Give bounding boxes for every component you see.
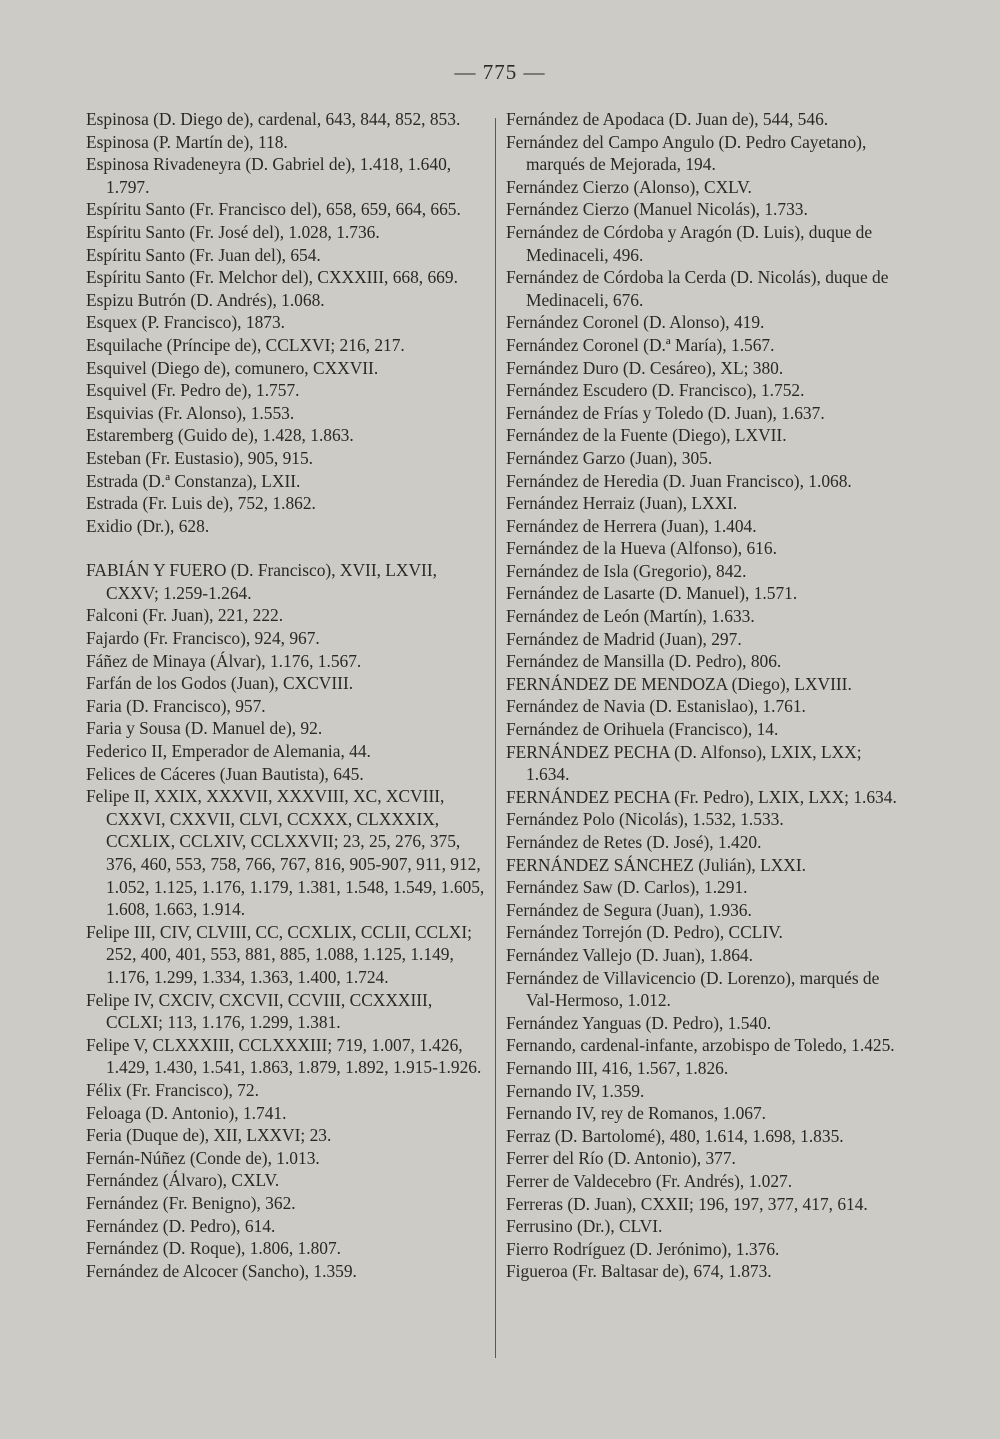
index-entry: Esquivel (Fr. Pedro de), 1.757. [86,380,300,401]
page-number: — 775 — [454,60,546,84]
index-entry: Fáñez de Minaya (Álvar), 1.176, 1.567. [86,650,362,671]
index-entry: Fernández Coronel (D.ª María), 1.567. [506,334,775,355]
index-entry: Felipe V, CLXXXIII, CCLXXXIII; 719, 1.007, 1.426, 1.429, 1.430, 1.541, 1.863, 1.879, 1.892, 1.915-1.926. [86,1034,482,1078]
index-entry: Fernández Torrejón (D. Pedro), CCLIV. [506,922,783,943]
index-entry: Esquilache (Príncipe de), CCLXVI; 216, 217. [86,334,405,355]
index-entry: Fernández de la Hueva (Alfonso), 616. [506,538,777,559]
index-entry: Fajardo (Fr. Francisco), 924, 967. [86,628,320,649]
index-entry: Estaremberg (Guido de), 1.428, 1.863. [86,425,354,446]
index-entry: Ferraz (D. Bartolomé), 480, 1.614, 1.698, 1.835. [506,1125,844,1146]
index-entry: Fernández de Frías y Toledo (D. Juan), 1.637. [506,402,825,423]
index-entry: Fernández de la Fuente (Diego), LXVII. [506,425,787,446]
index-entry: Esteban (Fr. Eustasio), 905, 915. [86,447,314,468]
index-entry: FERNÁNDEZ PECHA (Fr. Pedro), LXIX, LXX; 1.634. [506,786,897,807]
index-entry: Fernández Garzo (Juan), 305. [506,447,713,468]
index-entry: Fernández Vallejo (D. Juan), 1.864. [506,944,753,965]
index-entry: Fernández Coronel (D. Alonso), 419. [506,312,765,333]
index-entry: Fernández Herraiz (Juan), LXXI. [506,493,738,514]
index-entry: Espinosa (D. Diego de), cardenal, 643, 844, 852, 853. [86,109,461,129]
index-entry: Espíritu Santo (Fr. Francisco del), 658, 659, 664, 665. [86,199,461,220]
index-entry: Ferrer de Valdecebro (Fr. Andrés), 1.027. [506,1170,793,1191]
index-entry: Fernández de Apodaca (D. Juan de), 544, 546. [506,109,829,129]
index-entry: FABIÁN Y FUERO (D. Francisco), XVII, LXVII, CXXV; 1.259-1.264. [86,560,437,603]
index-entry: Fernández Yanguas (D. Pedro), 1.540. [506,1012,772,1033]
index-entry: Falconi (Fr. Juan), 221, 222. [86,605,284,626]
index-entry: Feloaga (D. Antonio), 1.741. [86,1102,287,1123]
index-entry: Ferreras (D. Juan), CXXII; 196, 197, 377, 417, 614. [506,1193,868,1214]
index-entry: FERNÁNDEZ PECHA (D. Alfonso), LXIX, LXX; 1.634. [506,741,862,785]
index-entry: Fernández (Fr. Benigno), 362. [86,1192,296,1213]
index-entry: FERNÁNDEZ SÁNCHEZ (Julián), LXXI. [506,854,806,875]
index-entry: Fierro Rodríguez (D. Jerónimo), 1.376. [506,1238,780,1259]
index-entry: Ferrer del Río (D. Antonio), 377. [506,1148,736,1169]
index-entry: Fernández de Córdoba y Aragón (D. Luis), duque de Medinaceli, 496. [506,221,873,265]
index-entry: Fernández Polo (Nicolás), 1.532, 1.533. [506,809,784,830]
index-entry: Félix (Fr. Francisco), 72. [86,1079,259,1100]
index-entry: Fernández de Navia (D. Estanislao), 1.761. [506,696,806,717]
index-entry: Esquivias (Fr. Alonso), 1.553. [86,402,295,423]
index-column-left [86,108,490,1282]
index-entry: Fernández (D. Pedro), 614. [86,1215,276,1236]
index-entry: Fernando, cardenal-infante, arzobispo de Toledo, 1.425. [506,1035,895,1056]
index-entry: Felipe II, XXIX, XXXVII, XXXVIII, XC, XCVIII, CXXVI, CXXVII, CLVI, CCXXX, CLXXXIX, CCXLIX, CCLXIV, CCLXXVII; 23, 25, 276, 375, 376, 460, 553, 758, 766, 767, 816, 905-907, 911, 912, 1.052, 1.125, 1.176, 1.179, 1.381, 1.548, 1.549, 1.605, 1.608, 1.663, 1.914. [86,786,485,920]
index-entry: Fernández (Álvaro), CXLV. [86,1170,280,1191]
index-entry: Felipe III, CIV, CLVIII, CC, CCXLIX, CCLII, CCLXI; 252, 400, 401, 553, 881, 885, 1.088, 1.125, 1.149, 1.176, 1.299, 1.334, 1.363, 1.400, 1.724. [86,921,472,987]
index-entry: Fernández de Alcocer (Sancho), 1.359. [86,1260,357,1281]
index-entry: Fernández Duro (D. Cesáreo), XL; 380. [506,357,784,378]
index-entry: Fernández de León (Martín), 1.633. [506,606,755,627]
index-entry: Fernández de Mansilla (D. Pedro), 806. [506,651,782,672]
index-entry: Espinosa (P. Martín de), 118. [86,131,288,152]
index-entry: Fernández (D. Roque), 1.806, 1.807. [86,1238,342,1259]
index-entry: Espíritu Santo (Fr. Melchor del), CXXXIII, 668, 669. [86,267,458,288]
index-entry: FERNÁNDEZ DE MENDOZA (Diego), LXVIII. [506,673,852,694]
index-entry: Farfán de los Godos (Juan), CXCVIII. [86,673,354,694]
index-column-right [506,108,908,1283]
index-entry: Estrada (D.ª Constanza), LXII. [86,470,301,491]
index-entry: Fernández Escudero (D. Francisco), 1.752. [506,380,805,401]
index-entry: Esquivel (Diego de), comunero, CXXVII. [86,357,379,378]
index-entry: Faria (D. Francisco), 957. [86,695,266,716]
index-entry: Fernández Saw (D. Carlos), 1.291. [506,877,748,898]
index-entry: Fernández del Campo Angulo (D. Pedro Cayetano), marqués de Mejorada, 194. [506,131,867,175]
index-entry: Fernández de Lasarte (D. Manuel), 1.571. [506,583,798,604]
index-entry: Fernández de Villavicencio (D. Lorenzo), marqués de Val-Hermoso, 1.012. [506,967,880,1011]
index-entry: Felices de Cáceres (Juan Bautista), 645. [86,763,364,784]
index-entry: Fernández de Segura (Juan), 1.936. [506,899,752,920]
index-entry: Exidio (Dr.), 628. [86,515,210,536]
index-entry: Espinosa Rivadeneyra (D. Gabriel de), 1.418, 1.640, 1.797. [86,154,452,197]
index-entry: Fernández de Córdoba la Cerda (D. Nicolás), duque de Medinaceli, 676. [506,267,889,310]
index-entry: Feria (Duque de), XII, LXXVI; 23. [86,1125,332,1146]
index-entry: Espíritu Santo (Fr. Juan del), 654. [86,244,321,265]
index-entry: Figueroa (Fr. Baltasar de), 674, 1.873. [506,1261,772,1282]
index-entry: Fernando III, 416, 1.567, 1.826. [506,1057,729,1078]
index-entry: Federico II, Emperador de Alemania, 44. [86,741,371,762]
column-divider [495,118,496,1358]
index-entry: Fernández de Herrera (Juan), 1.404. [506,515,757,536]
index-entry: Espíritu Santo (Fr. José del), 1.028, 1.736. [86,221,380,242]
index-entry: Fernández de Madrid (Juan), 297. [506,628,742,649]
index-entry: Estrada (Fr. Luis de), 752, 1.862. [86,493,316,514]
index-entry: Fernández de Heredia (D. Juan Francisco), 1.068. [506,470,852,491]
index-entry: Fernández de Orihuela (Francisco), 14. [506,719,779,740]
index-entry: Fernando IV, rey de Romanos, 1.067. [506,1103,767,1124]
index-entry: Felipe IV, CXCIV, CXCVII, CCVIII, CCXXXIII, CCLXI; 113, 1.176, 1.299, 1.381. [86,989,433,1033]
index-entry: Faria y Sousa (D. Manuel de), 92. [86,718,323,739]
index-entry: Fernán-Núñez (Conde de), 1.013. [86,1147,320,1168]
index-entry: Ferrusino (Dr.), CLVI. [506,1216,663,1237]
index-entry: Fernández Cierzo (Manuel Nicolás), 1.733. [506,199,808,220]
index-entry: Esquex (P. Francisco), 1873. [86,312,285,333]
index-entry: Espizu Butrón (D. Andrés), 1.068. [86,289,325,310]
index-entry: Fernando IV, 1.359. [506,1080,645,1101]
index-entry: Fernández de Retes (D. José), 1.420. [506,832,762,852]
index-entry: Fernández Cierzo (Alonso), CXLV. [506,176,752,197]
index-entry: Fernández de Isla (Gregorio), 842. [506,560,747,581]
